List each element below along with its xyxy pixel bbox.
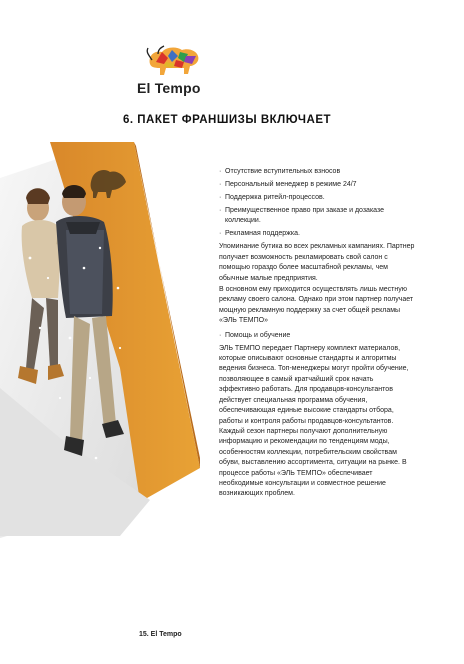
franchise-content bbox=[219, 167, 415, 501]
list-item bbox=[219, 206, 415, 227]
bull-logo-icon bbox=[144, 44, 202, 80]
couple-banner-photo bbox=[0, 138, 200, 538]
ad-paragraph-2: В основном ему приходится осуществлять лишь местную рекламу своего салона. Однако при этом партнер получает мощную рекламную поддержку за счет общей рекламы «ЭЛЬ ТЕМПО» bbox=[219, 286, 414, 325]
bullet-dot: · bbox=[219, 207, 222, 214]
list-item bbox=[219, 229, 415, 239]
bullet-text: Рекламная поддержка. bbox=[225, 230, 300, 238]
bullet-dot: · bbox=[219, 194, 222, 201]
bullet-text: Преимущественное право при заказе и дозаказе коллекции. bbox=[225, 207, 385, 225]
bullet-text: Персональный менеджер в режиме 24/7 bbox=[225, 181, 357, 188]
ad-paragraph: Упоминание бутика во всех рекламных кампаниях. Партнер получает возможность рекламировать свой салон с помощью гораздо более масштабной рекламы, чем обычные малые предприятия. bbox=[219, 243, 415, 282]
bullet-dot: · bbox=[219, 230, 222, 238]
brand-name: El Tempo bbox=[137, 80, 201, 96]
bullet-text: Отсутствие вступительных взносов bbox=[225, 168, 341, 175]
list-item bbox=[219, 331, 415, 341]
bullet-dot: · bbox=[219, 331, 222, 339]
bullet-text: Поддержка ритейл-процессов. bbox=[225, 194, 325, 201]
list-item bbox=[219, 180, 415, 190]
bullet-text: Помощь и обучение bbox=[225, 331, 291, 339]
list-item bbox=[219, 193, 415, 203]
bullet-dot: · bbox=[219, 168, 222, 175]
page-number: 15. El Tempo bbox=[139, 631, 182, 638]
bullet-dot: · bbox=[219, 181, 222, 188]
list-item bbox=[219, 167, 415, 177]
section-title: 6. ПАКЕТ ФРАНШИЗЫ ВКЛЮЧАЕТ bbox=[123, 114, 332, 126]
help-paragraph: ЭЛЬ ТЕМПО передает Партнеру комплект материалов, которые описывают основные стандарты и алгоритмы ведения бизнеса. Топ-менеджеры могут пройти обучение, позволяющее в самый кратчайший срок начать эффективно работать. Для продавцов-консультантов действует специальная программа обучения, обеспечивающая единые высокие стандарты отбора, работы и контроля работы продавцов-консультантов. Каждый сезон партнеры получают дополнительную информацию и рекомендации по тенденциям моды, особенностям коллекции, потребительским свойствам обуви, выставлению ассортимента, ситуации на рынке. В процессе работы «ЭЛЬ ТЕМПО» обеспечивает необходимые консультации и совместное решение возникающих проблем. bbox=[219, 344, 409, 498]
